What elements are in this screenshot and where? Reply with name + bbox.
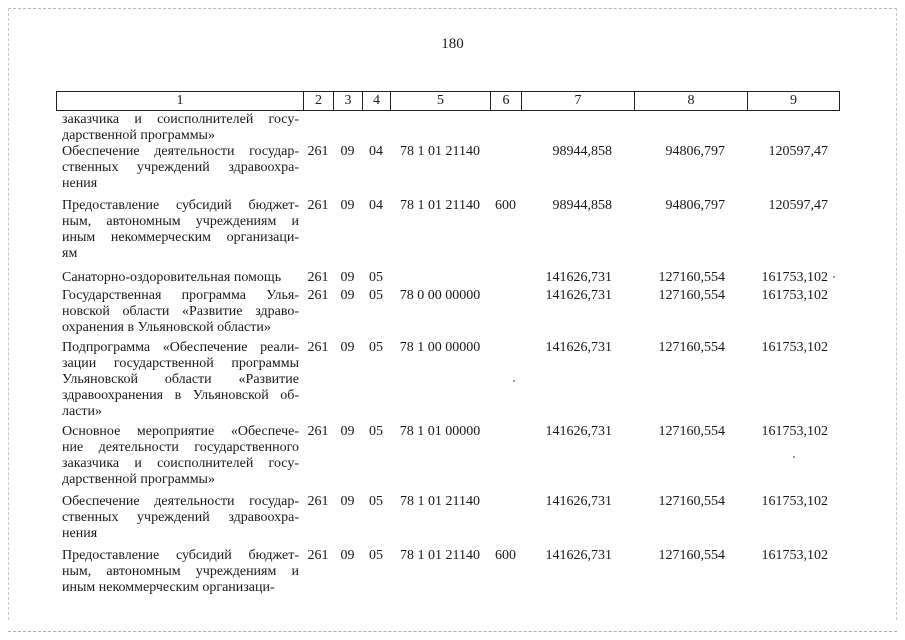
cell-c5: 78 1 01 21140 <box>400 494 480 509</box>
cell-c8: 94806,797 <box>665 198 725 213</box>
cell-c7: 141626,731 <box>545 288 612 303</box>
row-name-line: иным некоммерческим организаци- <box>62 230 299 245</box>
cell-c9: 120597,47 <box>768 144 828 159</box>
cell-c4: 04 <box>369 198 383 213</box>
cell-c2: 261 <box>307 424 329 439</box>
cell-c7: 141626,731 <box>545 424 612 439</box>
cell-c5: 78 0 00 00000 <box>399 288 481 303</box>
table-row <box>56 144 838 192</box>
header-col-6: 6 <box>491 92 522 110</box>
row-name-line: заказчика и соисполнителей госу- <box>62 112 299 127</box>
table-row <box>56 340 838 420</box>
cell-c7: 141626,731 <box>545 270 612 285</box>
cell-c3: 09 <box>340 340 355 355</box>
cell-c8: 127160,554 <box>658 270 725 285</box>
row-name <box>56 548 303 596</box>
cell-c5: 78 1 00 00000 <box>399 340 481 355</box>
page-border-bottom <box>8 631 897 632</box>
row-name-line: ласти» <box>62 404 103 419</box>
cell-c8: 127160,554 <box>658 288 725 303</box>
row-name-line: ным, автономным учреждениям и <box>62 214 299 229</box>
scan-speck <box>793 456 795 458</box>
row-name-line: Государственная программа Улья- <box>62 288 299 303</box>
row-name-line: иным некоммерческим организаци- <box>62 580 275 595</box>
row-name-line: ственных учреждений здравоохра- <box>62 160 299 175</box>
row-name-line: ственных учреждений здравоохра- <box>62 510 299 525</box>
cell-c5: 78 1 01 21140 <box>400 548 480 563</box>
header-col-4: 4 <box>363 92 391 110</box>
cell-c2: 261 <box>307 270 329 285</box>
cell-c4: 05 <box>369 288 383 303</box>
cell-c7: 141626,731 <box>545 548 612 563</box>
header-col-5: 5 <box>391 92 491 110</box>
header-col-3: 3 <box>334 92 363 110</box>
cell-c2: 261 <box>307 144 329 159</box>
row-name-line: новской области «Развитие здраво- <box>62 304 299 319</box>
header-col-7: 7 <box>522 92 635 110</box>
cell-c8: 127160,554 <box>658 424 725 439</box>
cell-c6: 600 <box>495 548 516 563</box>
cell-c9: 161753,102 <box>761 548 828 563</box>
table-row <box>56 270 838 286</box>
cell-c3: 09 <box>340 548 355 563</box>
row-gap <box>56 262 838 270</box>
row-name-line: нения <box>62 526 98 541</box>
row-name-line: здравоохранения в Ульяновской об- <box>62 388 299 403</box>
cell-c9: 161753,102 <box>761 340 828 355</box>
header-col-2: 2 <box>304 92 334 110</box>
cell-c8: 127160,554 <box>658 548 725 563</box>
cell-c9: 161753,102 <box>761 494 828 509</box>
cell-c2: 261 <box>307 198 329 213</box>
page-border-top <box>8 8 897 9</box>
table-header <box>56 91 840 111</box>
cell-c7: 141626,731 <box>545 494 612 509</box>
page-border-left <box>8 8 9 620</box>
table-row <box>56 548 838 596</box>
page-number: 180 <box>441 36 464 52</box>
cell-c5: 78 1 01 21140 <box>400 144 480 159</box>
cell-c3: 09 <box>340 494 355 509</box>
row-name-line: Основное мероприятие «Обеспече- <box>62 424 299 439</box>
row-name <box>56 270 303 286</box>
row-name <box>56 424 303 488</box>
cell-c9: 120597,47 <box>768 198 828 213</box>
header-col-8: 8 <box>635 92 748 110</box>
cell-c2: 261 <box>307 288 329 303</box>
row-name-line: ным, автономным учреждениям и <box>62 564 299 579</box>
cell-c3: 09 <box>340 288 355 303</box>
table-row <box>56 198 838 262</box>
cell-c8: 94806,797 <box>665 144 725 159</box>
cell-c3: 09 <box>340 424 355 439</box>
cell-c3: 09 <box>340 144 355 159</box>
table-row <box>56 424 838 488</box>
cell-c8: 127160,554 <box>658 494 725 509</box>
row-name <box>56 112 303 144</box>
header-col-9: 9 <box>790 93 797 108</box>
row-name-line: Предоставление субсидий бюджет- <box>62 198 299 213</box>
cell-c2: 261 <box>307 494 329 509</box>
cell-c6: 600 <box>495 198 516 213</box>
row-name <box>56 288 303 336</box>
cell-c5: 78 1 01 21140 <box>400 198 480 213</box>
cell-c4: 05 <box>369 548 383 563</box>
row-name-line: Ульяновской области «Развитие <box>62 372 299 387</box>
cell-c4: 04 <box>369 144 383 159</box>
row-name-line: нения <box>62 176 98 191</box>
cell-c9: 161753,102 <box>761 270 828 285</box>
row-name-line: Обеспечение деятельности государ- <box>62 144 299 159</box>
cell-c4: 05 <box>369 270 383 285</box>
table-row <box>56 494 838 542</box>
row-name-line: Санаторно-оздоровительная помощь <box>62 270 282 285</box>
cell-c8: 127160,554 <box>658 340 725 355</box>
cell-c4: 05 <box>369 340 383 355</box>
scan-speck <box>833 276 835 278</box>
table-row <box>56 112 838 144</box>
cell-c4: 05 <box>369 494 383 509</box>
table-row <box>56 288 838 336</box>
cell-c2: 261 <box>307 548 329 563</box>
cell-c7: 98944,858 <box>552 198 612 213</box>
row-name-line: зации государственной программы <box>62 356 299 371</box>
row-name <box>56 144 303 192</box>
row-name-line: охранения в Ульяновской области» <box>62 320 271 335</box>
row-name-line: ние деятельности государственного <box>62 440 299 455</box>
cell-c7: 141626,731 <box>545 340 612 355</box>
row-name-line: Обеспечение деятельности государ- <box>62 494 299 509</box>
cell-c5: 78 1 01 00000 <box>399 424 481 439</box>
cell-c7: 98944,858 <box>552 144 612 159</box>
cell-c3: 09 <box>340 270 355 285</box>
cell-c9: 161753,102 <box>761 288 828 303</box>
row-name-line: дарственной программы» <box>62 128 215 143</box>
row-name <box>56 340 303 420</box>
cell-c3: 09 <box>340 198 355 213</box>
scan-speck <box>513 380 515 382</box>
header-col-1: 1 <box>57 92 304 110</box>
cell-c2: 261 <box>307 340 329 355</box>
cell-c4: 05 <box>369 424 383 439</box>
row-name-line: заказчика и соисполнителей госу- <box>62 456 299 471</box>
row-name-line: Подпрограмма «Обеспечение реали- <box>62 340 299 355</box>
cell-c9: 161753,102 <box>761 424 828 439</box>
row-name-line: Предоставление субсидий бюджет- <box>62 548 299 563</box>
table-body <box>56 112 838 596</box>
row-name <box>56 494 303 542</box>
page-border-right <box>896 8 897 620</box>
row-name <box>56 198 303 262</box>
row-name-line: ям <box>62 246 78 261</box>
row-name-line: дарственной программы» <box>62 472 215 487</box>
